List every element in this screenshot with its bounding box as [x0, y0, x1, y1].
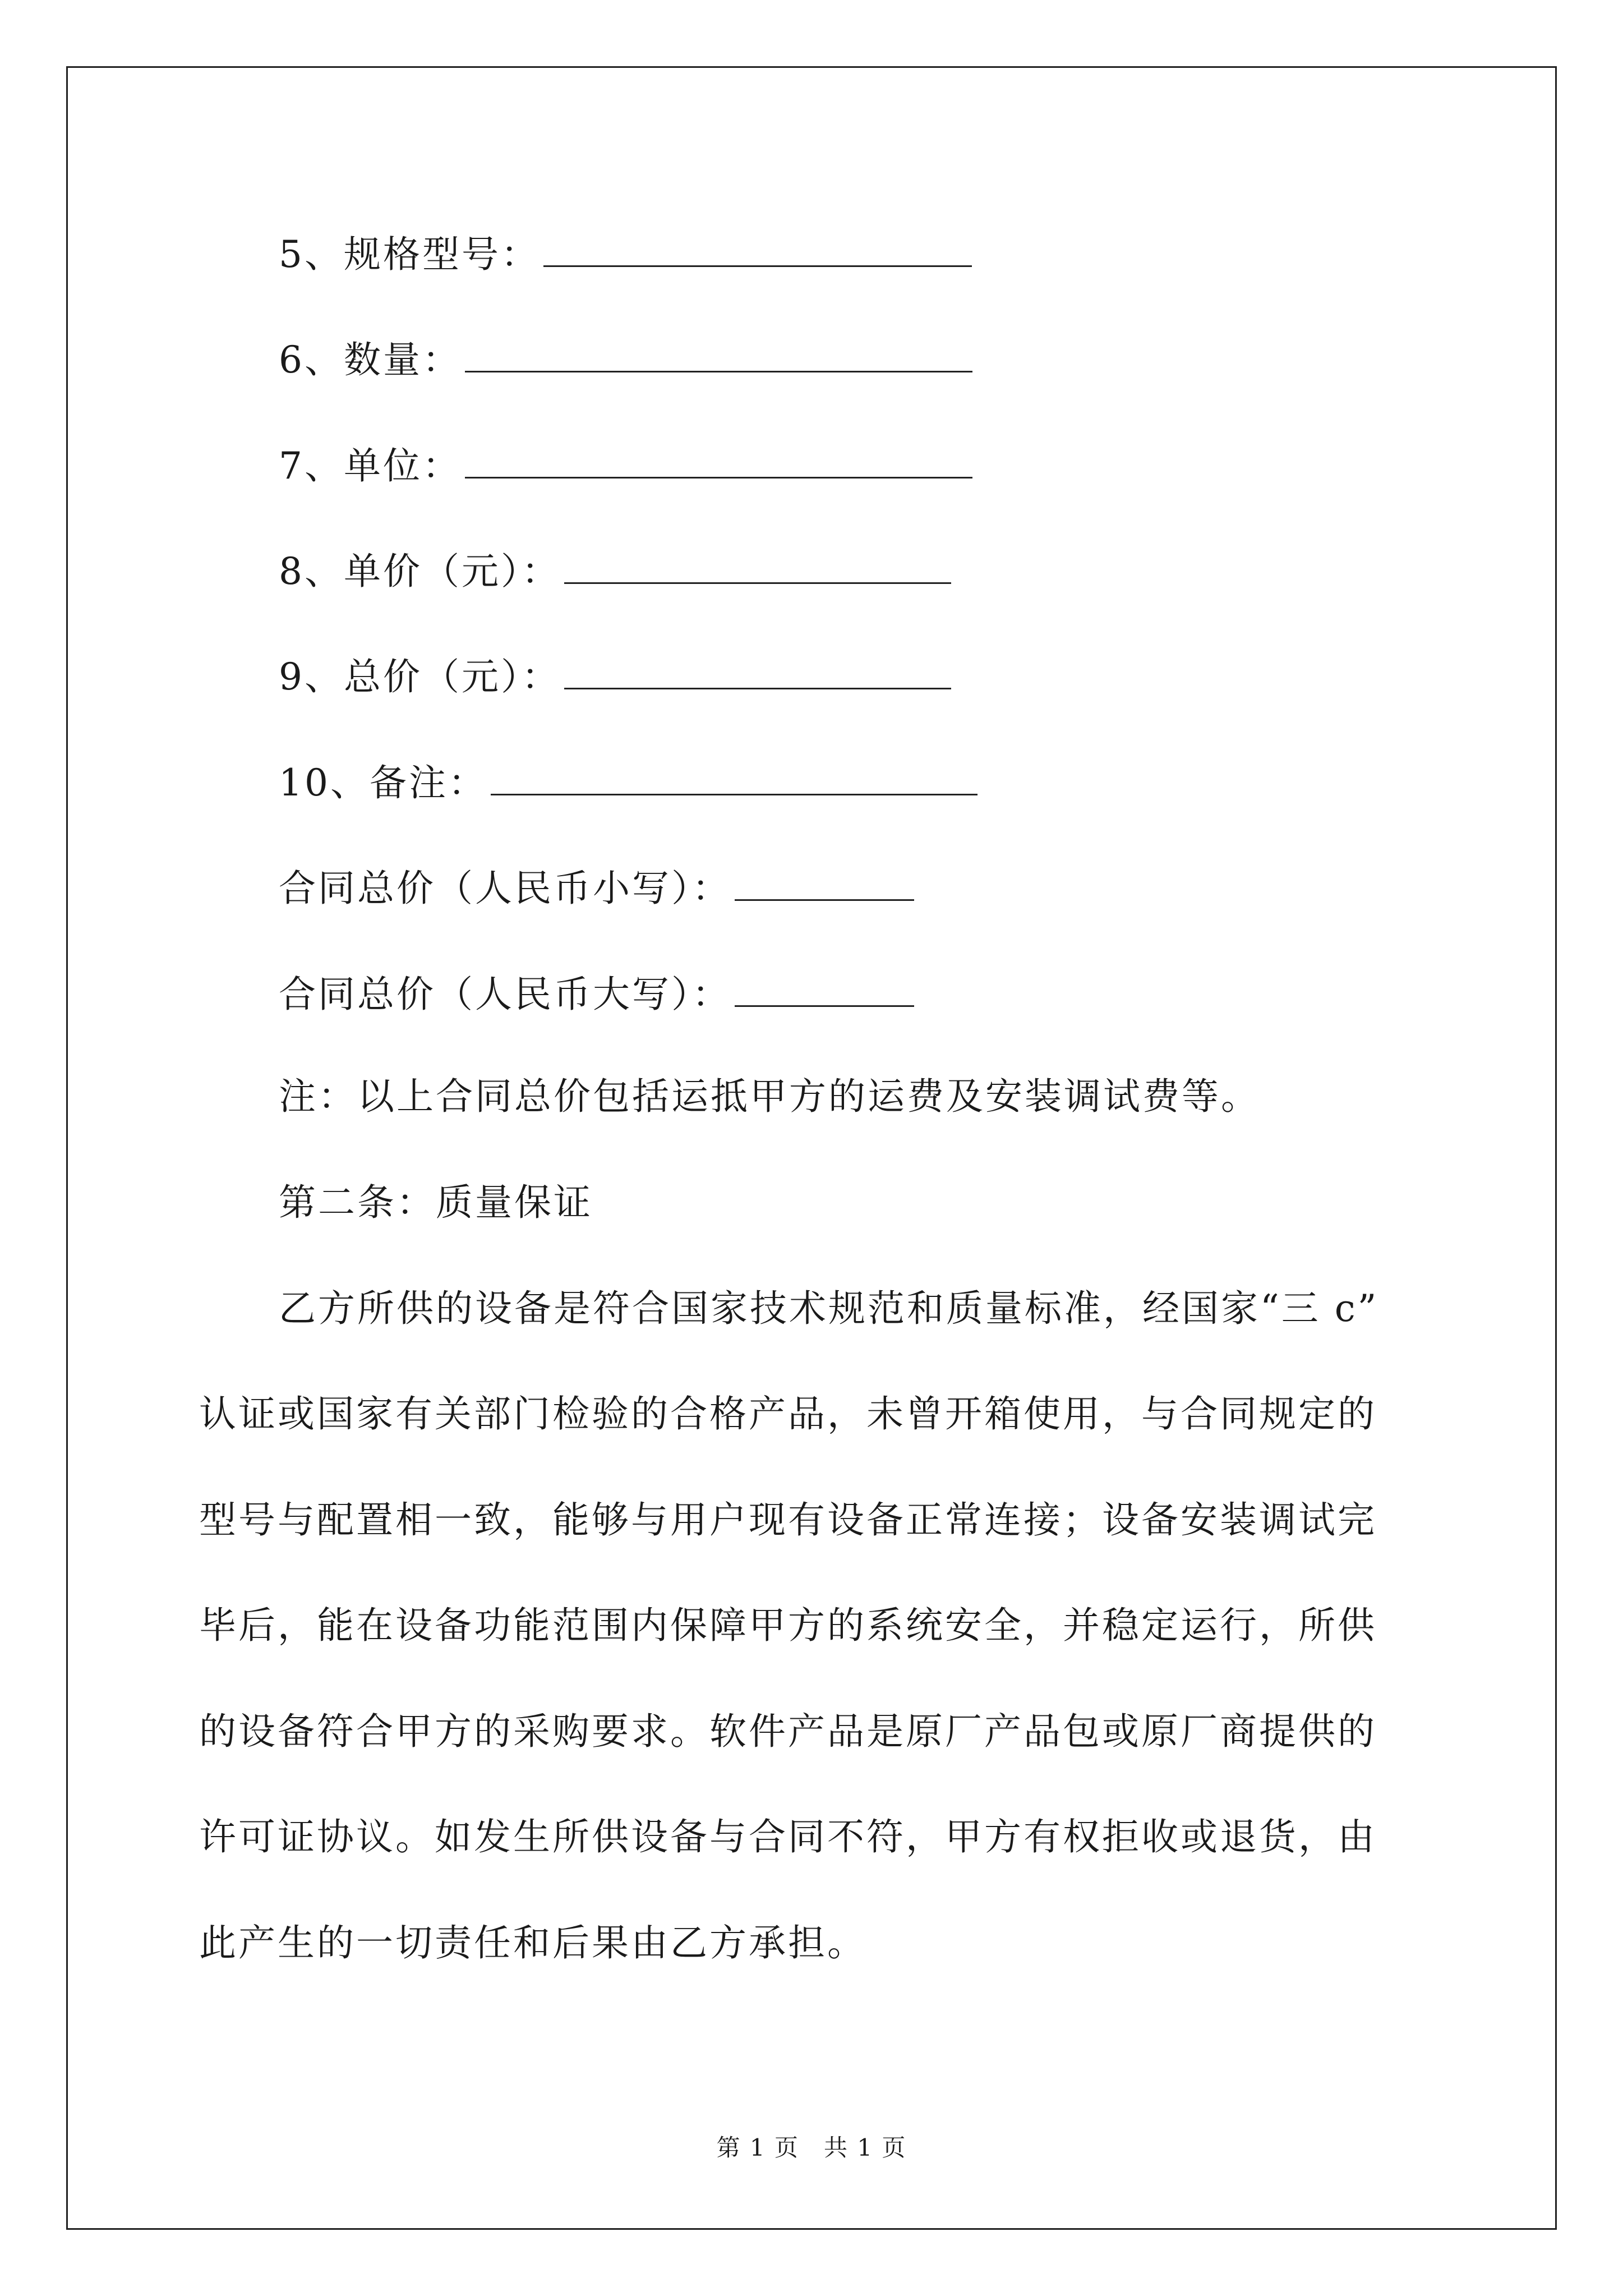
note-text: 注：以上合同总价包括运抵甲方的运费及安装调试费等。	[279, 1075, 1260, 1118]
field-blank[interactable]	[491, 761, 978, 795]
page-frame	[66, 66, 1557, 2230]
field-label: 8、单价（元）：	[279, 550, 561, 593]
field-blank[interactable]	[543, 233, 972, 267]
field-blank[interactable]	[465, 444, 972, 478]
field-label: 9、总价（元）：	[279, 655, 561, 698]
field-label: 6、数量：	[279, 338, 462, 381]
paragraph-line: 此产生的一切责任和后果由乙方承担。	[199, 1921, 866, 1964]
field-spec-model	[279, 233, 972, 276]
field-label: 合同总价（人民币小写）：	[279, 867, 731, 910]
field-unit-price	[279, 550, 951, 593]
paragraph-line: 的设备符合甲方的采购要求。软件产品是原厂产品包或原厂商提供的	[199, 1710, 1377, 1753]
field-label: 7、单位：	[279, 444, 462, 487]
paragraph-line: 许可证协议。如发生所供设备与合同不符，甲方有权拒收或退货，由	[199, 1815, 1377, 1858]
page-footer: 第 1 页 共 1 页	[716, 2134, 907, 2161]
field-label: 10、备注：	[279, 761, 487, 804]
field-total-price	[279, 655, 951, 696]
field-blank[interactable]	[564, 655, 951, 689]
field-quantity	[279, 338, 972, 379]
field-blank[interactable]	[465, 338, 972, 372]
paragraph-line: 乙方所供的设备是符合国家技术规范和质量标准，经国家“三 c”	[279, 1287, 1379, 1330]
paragraph-line: 毕后，能在设备功能范围内保障甲方的系统安全，并稳定运行，所供	[199, 1604, 1377, 1647]
field-blank[interactable]	[735, 867, 914, 901]
field-contract-total-lowercase	[279, 867, 914, 910]
field-unit	[279, 444, 972, 485]
field-contract-total-uppercase	[279, 973, 914, 1016]
field-blank[interactable]	[564, 550, 951, 584]
paragraph-line: 型号与配置相一致，能够与用户现有设备正常连接；设备安装调试完	[199, 1498, 1377, 1542]
paragraph-line: 认证或国家有关部门检验的合格产品，未曾开箱使用，与合同规定的	[199, 1392, 1377, 1435]
field-label: 5、规格型号：	[279, 233, 540, 276]
field-blank[interactable]	[735, 973, 914, 1007]
field-remarks	[279, 761, 978, 802]
section-title: 第二条：质量保证	[279, 1181, 593, 1224]
field-label: 合同总价（人民币大写）：	[279, 973, 731, 1016]
